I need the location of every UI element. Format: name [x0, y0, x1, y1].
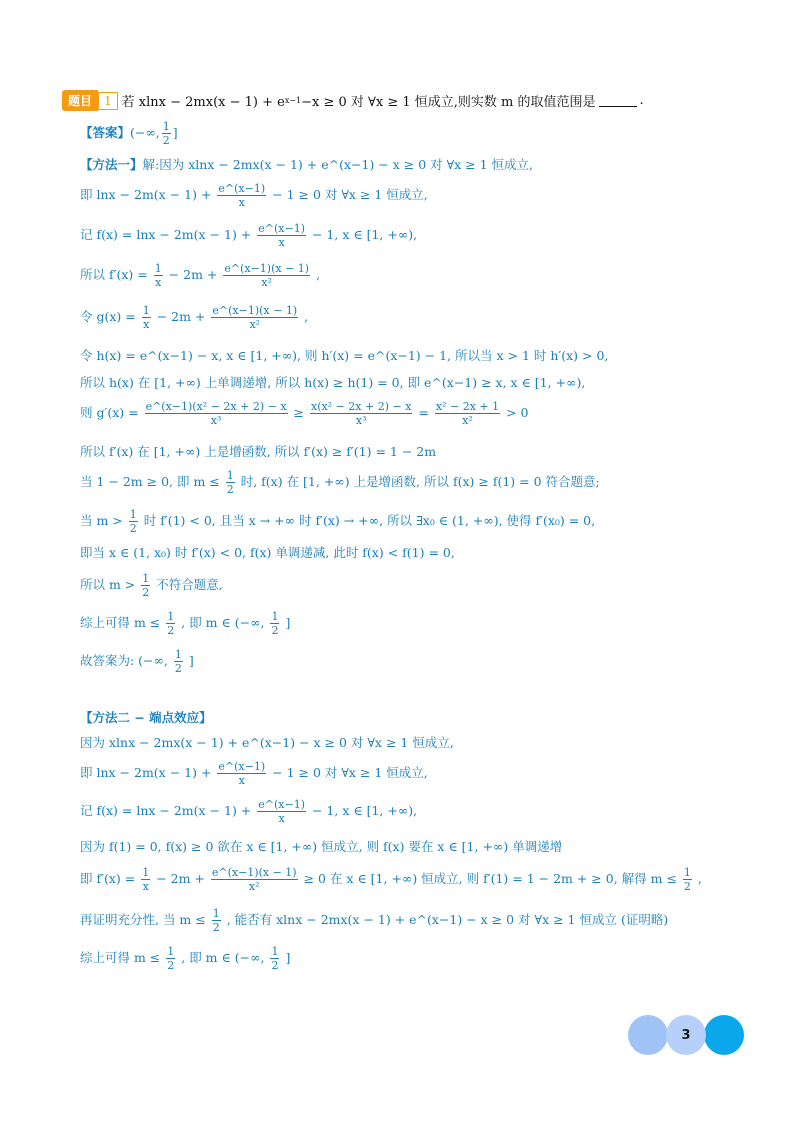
- fraction: [211, 866, 298, 893]
- fraction: [142, 304, 151, 331]
- frac-num: 1: [174, 648, 182, 661]
- frac-num: 1: [129, 508, 137, 521]
- fraction: [141, 866, 150, 893]
- fraction: [683, 866, 692, 893]
- fraction: [226, 469, 235, 496]
- m1-l3-pre: 记 f(x) = lnx − 2m(x − 1) +: [80, 227, 252, 242]
- question-end: .: [639, 93, 644, 108]
- m1-line-2: [80, 182, 428, 209]
- frac-den: x: [143, 318, 150, 331]
- answer-blank: [599, 94, 637, 107]
- answer-line: [80, 120, 178, 147]
- deco-circle-left: [628, 1015, 668, 1055]
- frac-den: 2: [167, 624, 175, 637]
- fraction: [174, 648, 183, 675]
- frac-num: 1: [683, 866, 691, 879]
- m2-l6-post: , 能否有 xlnx − 2mx(x − 1) + e^(x−1) − x ≥ 0 对 ∀x ≥ 1 恒成立 (证明略): [226, 912, 669, 927]
- fraction: [270, 945, 279, 972]
- frac-num: x² − 2x + 1: [435, 400, 500, 413]
- frac-num: 1: [167, 945, 175, 958]
- m1-l3-post: − 1, x ∈ [1, +∞),: [311, 227, 418, 242]
- frac-den: x: [142, 880, 149, 893]
- m2-l2-pre: 即 lnx − 2m(x − 1) +: [80, 765, 212, 780]
- m1-line-1: [80, 155, 533, 175]
- m1-l10-pre: 当 1 − 2m ≥ 0, 即 m ≤: [80, 474, 220, 489]
- fraction: [154, 262, 163, 289]
- page-number: 3: [666, 1015, 706, 1055]
- question-sup: x−1: [284, 96, 302, 105]
- question-line: [62, 90, 644, 111]
- m1-l2-pre: 即 lnx − 2m(x − 1) +: [80, 187, 212, 202]
- page-number-badge: [628, 1015, 744, 1055]
- m1-line-9: 所以 f′(x) 在 [1, +∞) 上是增函数, 所以 f′(x) ≥ f′(1) = 1 − 2m: [80, 444, 437, 459]
- frac-num: 1: [271, 610, 279, 623]
- m2-l3-pre: 记 f(x) = lnx − 2m(x − 1) +: [80, 803, 252, 818]
- m1-l14-post: ]: [285, 615, 291, 630]
- m1-l15-post: ]: [188, 653, 194, 668]
- m2-l3-post: − 1, x ∈ [1, +∞),: [311, 803, 418, 818]
- m1-l8-mid: ≥: [293, 405, 304, 420]
- frac-num: 1: [162, 120, 170, 133]
- m1-l4-mid: − 2m +: [168, 267, 218, 282]
- frac-num: 1: [154, 262, 162, 275]
- m2-l5-mid2: ≥ 0 在 x ∈ [1, +∞) 恒成立, 则 f′(1) = 1 − 2m + ≥ 0, 解得 m ≤: [303, 871, 677, 886]
- m1-l4-post: ,: [316, 267, 321, 282]
- frac-num: e^(x−1): [258, 222, 305, 235]
- m2-line-7: [80, 945, 290, 972]
- fraction: [217, 182, 266, 209]
- m1-l14-mid: , 即 m ∈ (−∞,: [181, 615, 265, 630]
- frac-den: 2: [167, 959, 175, 972]
- frac-num: e^(x−1): [258, 798, 305, 811]
- m1-line-6: 令 h(x) = e^(x−1) − x, x ∈ [1, +∞), 则 h′(x) = e^(x−1) − 1, 所以当 x > 1 时 h′(x) > 0,: [80, 348, 609, 363]
- m2-l6-pre: 再证明充分性, 当 m ≤: [80, 912, 206, 927]
- m1-line-10: [80, 469, 600, 496]
- frac-den: x²: [261, 276, 273, 289]
- frac-den: 2: [271, 959, 279, 972]
- frac-den: x²: [248, 880, 260, 893]
- frac-den: 2: [142, 586, 150, 599]
- frac-den: x²: [462, 414, 473, 427]
- frac-num: e^(x−1)(x − 1): [211, 866, 297, 879]
- m1-l4-pre: 所以 f′(x) =: [80, 267, 148, 282]
- frac-den: 2: [129, 522, 137, 535]
- frac-den: x: [238, 196, 245, 209]
- fraction: [310, 400, 412, 427]
- m1-l8-post: > 0: [506, 405, 529, 420]
- fraction: [257, 222, 306, 249]
- frac-den: 2: [174, 662, 182, 675]
- m2-l2-post: − 1 ≥ 0 对 ∀x ≥ 1 恒成立,: [272, 765, 428, 780]
- m1-l5-pre: 令 g(x) =: [80, 309, 136, 324]
- m1-l15-pre: 故答案为: (−∞,: [80, 653, 168, 668]
- frac-den: x³: [210, 414, 222, 427]
- m1-l14-pre: 综上可得 m ≤: [80, 615, 161, 630]
- frac-den: x³: [355, 414, 367, 427]
- frac-den: x: [278, 236, 285, 249]
- frac-num: 1: [271, 945, 279, 958]
- frac-num: 1: [212, 907, 220, 920]
- m1-l5-mid: − 2m +: [156, 309, 206, 324]
- m2-label-line: [80, 708, 212, 728]
- frac-num: e^(x−1): [218, 182, 266, 195]
- m1-l5-post: ,: [304, 309, 309, 324]
- frac-num: x(x² − 2x + 2) − x: [310, 400, 412, 413]
- m1-line-7: 所以 h(x) 在 [1, +∞) 上单调递增, 所以 h(x) ≥ h(1) = 0, 即 e^(x−1) ≥ x, x ∈ [1, +∞),: [80, 375, 586, 390]
- frac-den: 2: [212, 921, 220, 934]
- frac-num: e^(x−1): [218, 760, 266, 773]
- frac-den: 2: [162, 134, 170, 147]
- fraction: [212, 907, 221, 934]
- frac-den: 2: [683, 880, 691, 893]
- m1-line-3: [80, 222, 417, 249]
- m1-l8-eq: =: [418, 405, 429, 420]
- frac-num: 1: [142, 304, 150, 317]
- frac-den: x²: [249, 318, 261, 331]
- deco-circle-right: [704, 1015, 744, 1055]
- frac-num: e^(x−1)(x − 1): [212, 304, 298, 317]
- frac-num: 1: [226, 469, 234, 482]
- fraction: [145, 400, 288, 427]
- m1-line-14: [80, 610, 290, 637]
- fraction: [141, 572, 150, 599]
- m2-line-4: 因为 f(1) = 0, f(x) ≥ 0 欲在 x ∈ [1, +∞) 恒成立, 则 f(x) 要在 x ∈ [1, +∞) 单调递增: [80, 839, 563, 854]
- m2-line-1: 因为 xlnx − 2mx(x − 1) + e^(x−1) − x ≥ 0 对 ∀x ≥ 1 恒成立,: [80, 735, 454, 750]
- m1-line-8: [80, 400, 529, 427]
- question-text-before: 若 xlnx − 2mx(x − 1) + e: [121, 95, 285, 110]
- answer-value-post: ]: [172, 125, 178, 140]
- fraction: [257, 798, 306, 825]
- m2-line-6: [80, 907, 668, 934]
- question-badge: 题目: [62, 90, 98, 111]
- m1-line-13: [80, 572, 223, 599]
- frac-num: 1: [167, 610, 175, 623]
- question-number: 1: [98, 92, 118, 110]
- method1-label: 【方法一】: [80, 157, 143, 172]
- fraction: [435, 400, 500, 427]
- frac-num: 1: [142, 572, 150, 585]
- m1-l2-post: − 1 ≥ 0 对 ∀x ≥ 1 恒成立,: [272, 187, 428, 202]
- frac-num: e^(x−1)(x − 1): [224, 262, 310, 275]
- fraction: [166, 610, 175, 637]
- m1-line-4: [80, 262, 320, 289]
- answer-label: 【答案】: [80, 125, 131, 140]
- method2-label: 【方法二 − 端点效应】: [80, 710, 212, 725]
- frac-den: x: [278, 812, 285, 825]
- m1-line-11: [80, 508, 595, 535]
- m1-line-15: [80, 648, 194, 675]
- m1-l13-post: 不符合题意,: [156, 577, 223, 592]
- frac-den: 2: [271, 624, 279, 637]
- m2-l7-post: ]: [285, 950, 291, 965]
- question-text-after: −x ≥ 0 对 ∀x ≥ 1 恒成立,则实数 m 的取值范围是: [301, 95, 596, 110]
- m1-l11-pre: 当 m >: [80, 513, 123, 528]
- m1-line-12: 即当 x ∈ (1, x₀) 时 f′(x) < 0, f(x) 单调递减, 此时 f(x) < f(1) = 0,: [80, 545, 455, 560]
- fraction: [211, 304, 298, 331]
- m2-l5-pre: 即 f′(x) =: [80, 871, 136, 886]
- fraction: [129, 508, 138, 535]
- m1-line-5: [80, 304, 308, 331]
- answer-fraction: [162, 120, 171, 147]
- fraction: [223, 262, 310, 289]
- fraction: [166, 945, 175, 972]
- m2-line-2: [80, 760, 428, 787]
- frac-num: 1: [142, 866, 150, 879]
- m1-l11-post: 时 f′(1) < 0, 且当 x → +∞ 时 f′(x) → +∞, 所以 ∃x₀ ∈ (1, +∞), 使得 f′(x₀) = 0,: [143, 513, 596, 528]
- frac-num: e^(x−1)(x² − 2x + 2) − x: [145, 400, 287, 413]
- m2-l7-mid: , 即 m ∈ (−∞,: [181, 950, 265, 965]
- answer-value-pre: (−∞,: [130, 125, 160, 140]
- m2-line-3: [80, 798, 417, 825]
- m1-l10-post: 时, f(x) 在 [1, +∞) 上是增函数, 所以 f(x) ≥ f(1) = 0 符合题意;: [240, 474, 600, 489]
- m2-line-5: [80, 866, 702, 893]
- frac-den: x: [238, 774, 245, 787]
- m1-l13-pre: 所以 m >: [80, 577, 136, 592]
- m2-l7-pre: 综上可得 m ≤: [80, 950, 161, 965]
- frac-den: 2: [226, 483, 234, 496]
- frac-den: x: [155, 276, 162, 289]
- m2-l5-mid: − 2m +: [156, 871, 205, 886]
- m1-l8-pre: 则 g′(x) =: [80, 405, 139, 420]
- fraction: [270, 610, 279, 637]
- m1-text: 解:因为 xlnx − 2mx(x − 1) + e^(x−1) − x ≥ 0 对 ∀x ≥ 1 恒成立,: [142, 157, 534, 172]
- fraction: [217, 760, 266, 787]
- m2-l5-post: ,: [697, 871, 702, 886]
